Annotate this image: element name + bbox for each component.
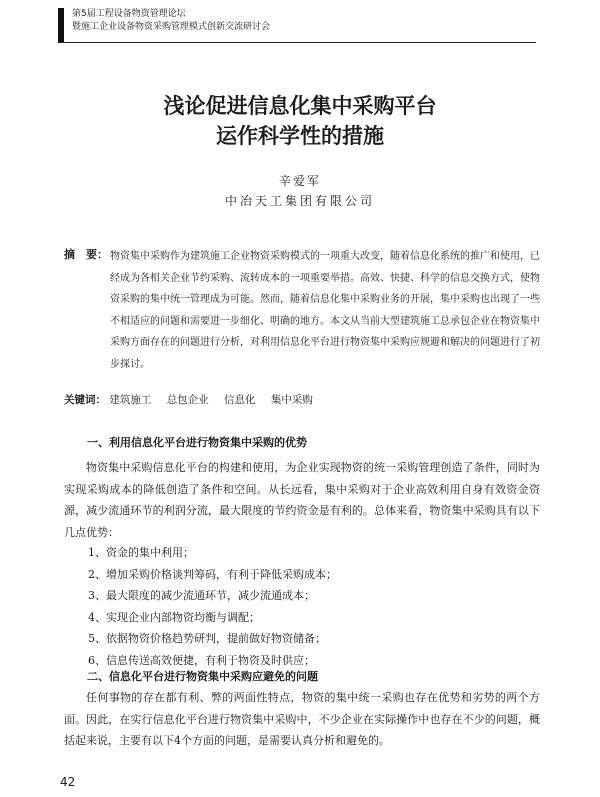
header-line-2: 暨施工企业设备物资采购管理模式创新交流研讨会 bbox=[72, 22, 271, 32]
keyword-item: 信息化 bbox=[224, 394, 256, 406]
section-1-heading: 一、利用信息化平台进行物资集中采购的优势 bbox=[87, 436, 307, 449]
title-line-1: 浅论促进信息化集中采购平台 bbox=[163, 94, 437, 118]
advantages-list bbox=[88, 542, 337, 671]
keywords bbox=[64, 392, 325, 407]
list-item: 4、实现企业内部物资均衡与调配； bbox=[88, 610, 260, 624]
abstract-text: 物资集中采购作为建筑施工企业物资采购模式的一项重大改变，随着信息化系统的推广和使用，已经成为各相关企业节约采购、流转成本的一项重要举措。高效、快捷、科学的信息交换方式，使物资采购的集中统一管理成为可能。然而，随着信息化集中采购业务的开展，集中采购也出现了一些不相适应的问题和需要进一步细化、明确的地方。本文从当前大型建筑施工总承包企业在物资集中采购方面存在的问题进行分析，对利用信息化平台进行物资集中采购应规避和解决的问题进行了初步探讨。 bbox=[110, 251, 540, 370]
list-item: 3、最大限度的减少流通环节，减少流通成本； bbox=[88, 589, 315, 602]
header-bar bbox=[58, 8, 64, 42]
page-number: 42 bbox=[60, 775, 76, 789]
title-line-2: 运作科学性的措施 bbox=[216, 124, 384, 148]
list-item: 1、资金的集中利用； bbox=[88, 546, 194, 559]
list-item: 2、增加采购价格谈判筹码，有利于降低采购成本； bbox=[88, 567, 337, 581]
list-item: 5、依据物资价格趋势研判，提前做好物资储备； bbox=[88, 632, 326, 645]
header-line-1: 第5届工程设备物资管理论坛 bbox=[72, 9, 186, 19]
keyword-item: 建筑施工 bbox=[109, 394, 152, 406]
header-rule bbox=[58, 42, 536, 43]
section-2-heading: 二、信息化平台进行物资集中采购应避免的问题 bbox=[87, 670, 318, 683]
running-header bbox=[72, 8, 270, 34]
list-item: 6、信息传送高效便捷，有利于物资及时供应； bbox=[88, 653, 315, 667]
author: 辛爱军 bbox=[278, 174, 321, 188]
section-2-paragraph: 任何事物的存在都有利、弊的两面性特点，物资的集中统一采购也存在优势和劣势的两个方面。因此，在实行信息化平台进行物资集中采购中，不少企业在实际操作中也存在不少的问题，概括起来说，主要有以下4个方面的问题，是需要认真分析和避免的。 bbox=[64, 691, 540, 747]
section-1-paragraph: 物资集中采购信息化平台的构建和使用，为企业实现物资的统一采购管理创造了条件，同时为实现采购成本的降低创造了条件和空间。从长远看，集中采购对于企业高效利用自身有效资金资源，减少流通环节的利润分流，最大限度的节约资金是有利的。总体来看，物资集中采购具有以下几点优势： bbox=[64, 461, 540, 539]
organization: 中冶天工集团有限公司 bbox=[224, 194, 375, 208]
keywords-label: 关键词： bbox=[64, 394, 106, 406]
keyword-item: 总包企业 bbox=[166, 394, 209, 406]
abstract-label: 摘 要： bbox=[64, 248, 108, 261]
keyword-item: 集中采购 bbox=[270, 394, 313, 406]
